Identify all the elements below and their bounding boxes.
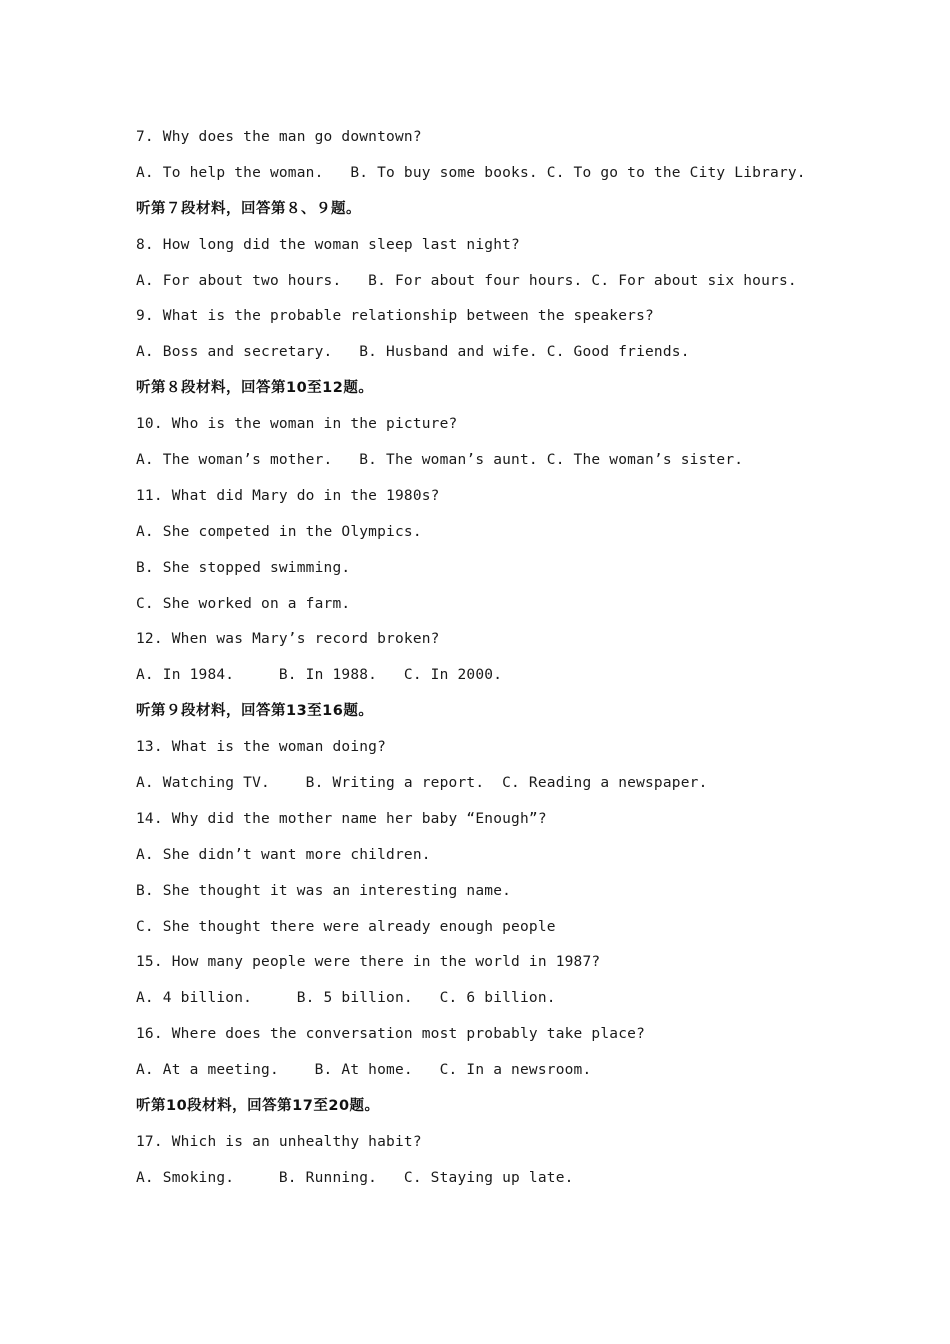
- options-17: A. Smoking. B. Running. C. Staying up late.: [136, 1169, 574, 1186]
- options-8: A. For about two hours. B. For about four hours. C. For about six hours.: [136, 272, 797, 289]
- question-14: 14. Why did the mother name her baby “Enough”?: [136, 810, 547, 827]
- question-15: 15. How many people were there in the world in 1987?: [136, 954, 601, 971]
- options-10: A. The woman’s mother. B. The woman’s aunt. C. The woman’s sister.: [136, 452, 744, 469]
- section-heading-10: 听第10段材料，回答第17至20题。: [136, 1098, 380, 1115]
- question-12: 12. When was Mary’s record broken?: [136, 631, 440, 648]
- question-9: 9. What is the probable relationship between the speakers?: [136, 308, 654, 325]
- options-13: A. Watching TV. B. Writing a report. C. Reading a newspaper.: [136, 775, 708, 792]
- question-10: 10. Who is the woman in the picture?: [136, 416, 458, 433]
- question-16: 16. Where does the conversation most probably take place?: [136, 1026, 645, 1043]
- option-11-b: B. She stopped swimming.: [136, 559, 351, 576]
- question-17: 17. Which is an unhealthy habit?: [136, 1133, 422, 1150]
- section-heading-8: 听第８段材料，回答第10至12题。: [136, 380, 374, 397]
- question-8: 8. How long did the woman sleep last night?: [136, 236, 520, 253]
- options-15: A. 4 billion. B. 5 billion. C. 6 billion.: [136, 990, 556, 1007]
- options-7: A. To help the woman. B. To buy some books. C. To go to the City Library.: [136, 164, 806, 181]
- section-heading-7: 听第７段材料，回答第８、９题。: [136, 200, 361, 217]
- options-12: A. In 1984. B. In 1988. C. In 2000.: [136, 667, 503, 684]
- option-14-a: A. She didn’t want more children.: [136, 846, 431, 863]
- options-16: A. At a meeting. B. At home. C. In a newsroom.: [136, 1062, 592, 1079]
- option-11-a: A. She competed in the Olympics.: [136, 523, 422, 540]
- options-9: A. Boss and secretary. B. Husband and wife. C. Good friends.: [136, 344, 690, 361]
- question-11: 11. What did Mary do in the 1980s?: [136, 487, 440, 504]
- option-11-c: C. She worked on a farm.: [136, 595, 351, 612]
- option-14-c: C. She thought there were already enough people: [136, 918, 556, 935]
- question-13: 13. What is the woman doing?: [136, 739, 387, 756]
- question-7: 7. Why does the man go downtown?: [136, 129, 422, 145]
- document-page: [136, 124, 856, 1201]
- section-heading-9: 听第９段材料，回答第13至16题。: [136, 703, 374, 720]
- option-14-b: B. She thought it was an interesting name.: [136, 882, 512, 899]
